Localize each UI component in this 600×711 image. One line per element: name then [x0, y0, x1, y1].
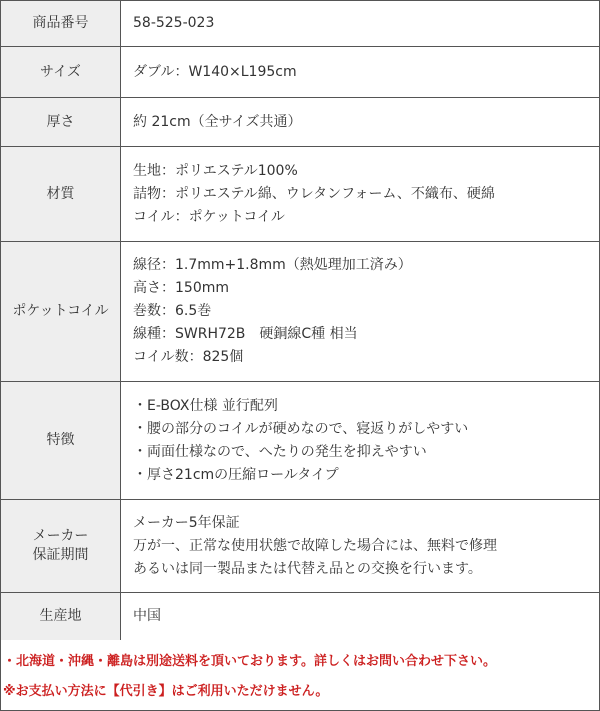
spec-label [1, 47, 121, 98]
spec-label [1, 382, 121, 500]
spec-value-line: 詰物：ポリエステル綿、ウレタンフォーム、不織布、硬綿 [133, 185, 495, 202]
spec-value [121, 147, 600, 242]
shipping-note: ・北海道・沖縄・離島は別途送料を頂いております。詳しくはお問い合わせ下さい。 [3, 654, 496, 669]
payment-note: ※お支払い方法に【代引き】はご利用いただけません。 [3, 684, 329, 699]
spec-value-line: 中国 [133, 608, 161, 624]
spec-value [121, 500, 600, 593]
spec-row-features [1, 382, 600, 500]
spec-label-line: 商品番号 [32, 15, 89, 31]
spec-value-line: あるいは同一製品または代替え品との交換を行います。 [133, 560, 482, 577]
spec-value [121, 593, 600, 641]
spec-value-line: メーカー5年保証 [133, 514, 240, 531]
spec-value-line: コイル：ポケットコイル [133, 208, 285, 225]
spec-row-thickness [1, 98, 600, 147]
spec-label-line: 厚さ [46, 113, 75, 130]
spec-row-size [1, 47, 600, 98]
spec-value-line: 58-525-023 [133, 15, 215, 31]
spec-value-line: 生地：ポリエステル100% [133, 162, 298, 179]
spec-row-material [1, 147, 600, 242]
spec-label-line: 材質 [46, 185, 75, 202]
spec-value [121, 98, 600, 147]
spec-row-origin [1, 593, 600, 641]
spec-label-line: 生産地 [39, 608, 82, 624]
spec-value [121, 242, 600, 382]
spec-row-pocket-coil [1, 242, 600, 382]
spec-label [1, 500, 121, 593]
spec-label-line: サイズ [40, 63, 81, 80]
notes-box [0, 640, 600, 711]
spec-label-line: 保証期間 [32, 547, 89, 563]
spec-value-line: ・腰の部分のコイルが硬めなので、寝返りがしやすい [133, 420, 469, 437]
spec-label-line: メーカー [32, 528, 89, 544]
spec-value-line: 巻数：6.5巻 [133, 303, 212, 319]
spec-value-line: 万が一、正常な使用状態で故障した場合には、無料で修理 [133, 537, 497, 554]
spec-label-line: ポケットコイル [12, 303, 109, 319]
spec-value-line: ・厚さ21cmの圧縮ロールタイプ [133, 466, 339, 483]
spec-value [121, 47, 600, 98]
spec-value-line: ダブル：W140×L195cm [133, 63, 297, 80]
spec-label-line: 特徴 [46, 432, 75, 448]
spec-label [1, 242, 121, 382]
spec-label [1, 593, 121, 641]
spec-label [1, 98, 121, 147]
spec-value [121, 1, 600, 47]
spec-value-line: 約 21cm（全サイズ共通） [133, 113, 302, 130]
spec-value-line: ・両面仕様なので、へたりの発生を抑えやすい [133, 443, 427, 460]
spec-row-product-number [1, 1, 600, 47]
spec-value-line: コイル数：825個 [133, 349, 244, 365]
spec-label [1, 1, 121, 47]
spec-value [121, 382, 600, 500]
spec-value-line: 線種：SWRH72B 硬銅線C種 相当 [133, 326, 358, 342]
spec-label [1, 147, 121, 242]
spec-value-line: 高さ：150mm [133, 280, 229, 296]
spec-row-warranty [1, 500, 600, 593]
spec-value-line: 線径：1.7mm+1.8mm（熱処理加工済み） [133, 257, 412, 273]
spec-value-line: ・E-BOX仕様 並行配列 [133, 397, 278, 414]
